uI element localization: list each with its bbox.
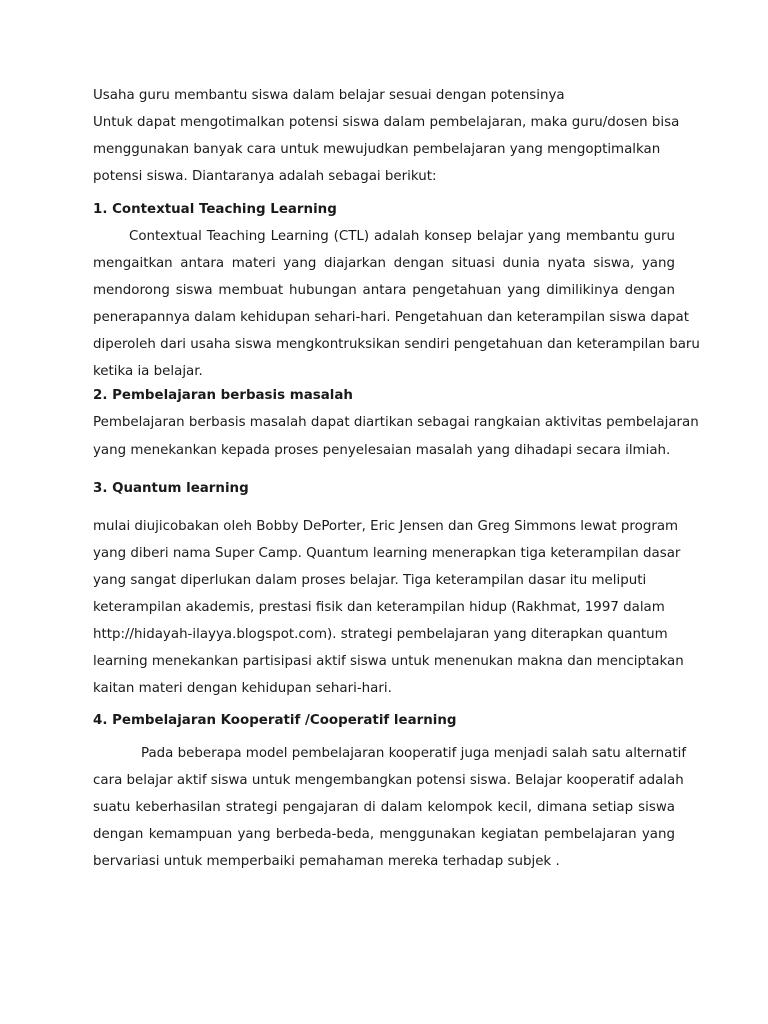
paragraph-line: penerapannya dalam kehidupan sehari-hari. Pengetahuan dan keterampilan siswa dapat	[93, 310, 690, 325]
paragraph-line: mengaitkan antara materi yang diajarkan dengan situasi dunia nyata siswa, yang	[93, 256, 675, 271]
paragraph-line: http://hidayah-ilayya.blogspot.com). strategi pembelajaran yang diterapkan quantum	[93, 627, 668, 642]
paragraph-line: mendorong siswa membuat hubungan antara pengetahuan yang dimilikinya dengan	[93, 283, 675, 298]
paragraph-line: Pembelajaran berbasis masalah dapat diartikan sebagai rangkaian aktivitas pembelajaran	[93, 415, 699, 430]
paragraph-line: yang diberi nama Super Camp. Quantum learning menerapkan tiga keterampilan dasar	[93, 546, 681, 561]
paragraph-line: keterampilan akademis, prestasi fisik dan keterampilan hidup (Rakhmat, 1997 dalam	[93, 600, 665, 615]
paragraph-line: dengan kemampuan yang berbeda-beda, menggunakan kegiatan pembelajaran yang	[93, 827, 675, 842]
paragraph-line: mulai diujicobakan oleh Bobby DePorter, Eric Jensen dan Greg Simmons lewat program	[93, 519, 679, 534]
intro-line: potensi siswa. Diantaranya adalah sebagai berikut:	[93, 169, 437, 184]
paragraph-line: learning menekankan partisipasi aktif siswa untuk menenukan makna dan menciptakan	[93, 654, 684, 669]
section-heading-quantum: 3. Quantum learning	[93, 481, 249, 496]
intro-line: Untuk dapat mengotimalkan potensi siswa dalam pembelajaran, maka guru/dosen bisa	[93, 115, 680, 130]
section-heading-pbl: 2. Pembelajaran berbasis masalah	[93, 388, 353, 403]
paragraph-line: diperoleh dari usaha siswa mengkontruksikan sendiri pengetahuan dan keterampilan baru	[93, 337, 700, 352]
paragraph-line: Pada beberapa model pembelajaran kooperatif juga menjadi salah satu alternatif	[141, 746, 687, 761]
section-heading-ctl: 1. Contextual Teaching Learning	[93, 202, 337, 217]
paragraph-line: suatu keberhasilan strategi pengajaran di dalam kelompok kecil, dimana setiap siswa	[93, 800, 675, 815]
document-title: Usaha guru membantu siswa dalam belajar sesuai dengan potensinya	[93, 88, 565, 103]
paragraph-line: yang menekankan kepada proses penyelesaian masalah yang dihadapi secara ilmiah.	[93, 443, 671, 458]
paragraph-line: Contextual Teaching Learning (CTL) adalah konsep belajar yang membantu guru	[129, 229, 675, 244]
paragraph-line: kaitan materi dengan kehidupan sehari-hari.	[93, 681, 392, 696]
paragraph-line: yang sangat diperlukan dalam proses belajar. Tiga keterampilan dasar itu meliputi	[93, 573, 647, 588]
paragraph-line: bervariasi untuk memperbaiki pemahaman mereka terhadap subjek .	[93, 854, 560, 869]
intro-line: menggunakan banyak cara untuk mewujudkan pembelajaran yang mengoptimalkan	[93, 142, 661, 157]
section-heading-cooperative: 4. Pembelajaran Kooperatif /Cooperatif learning	[93, 713, 457, 728]
paragraph-line: cara belajar aktif siswa untuk mengembangkan potensi siswa. Belajar kooperatif adalah	[93, 773, 684, 788]
paragraph-line: ketika ia belajar.	[93, 364, 203, 379]
